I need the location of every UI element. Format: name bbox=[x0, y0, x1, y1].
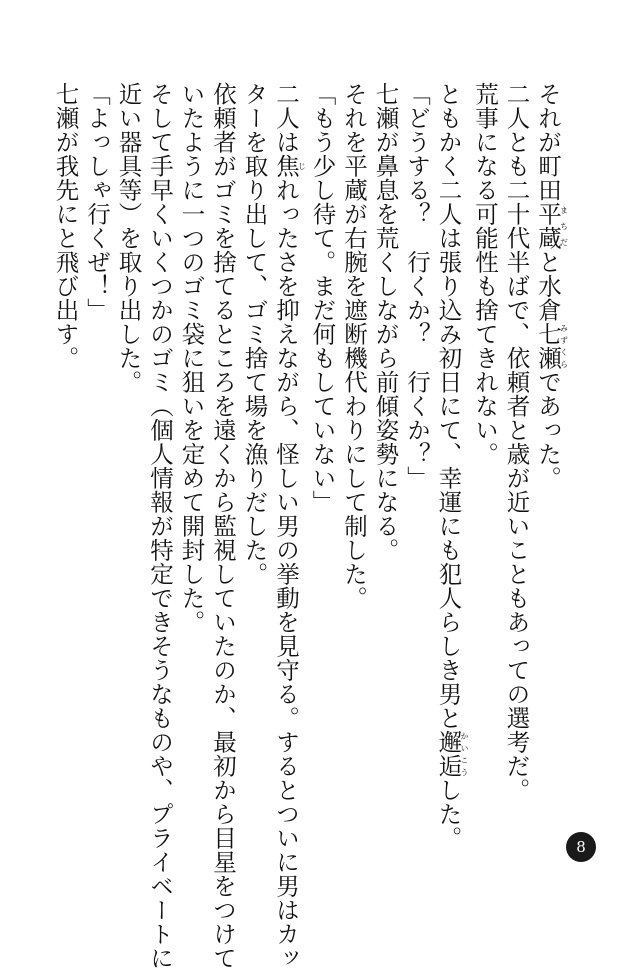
text-line-3: 荒事になる可能性も捨てきれない。 bbox=[471, 82, 499, 466]
page-number-badge: 8 bbox=[566, 832, 596, 862]
text-line-1: それが町田平蔵まちだと水倉七瀬みずくらであった。 bbox=[534, 82, 569, 490]
text-line-14: 近い器具等）を取り出した。 bbox=[114, 82, 143, 394]
body-text bbox=[51, 82, 569, 970]
text-line-8: 「もう少し待て。まだ何もしていない」 bbox=[308, 82, 337, 514]
text-line-12: いたように一つのゴミ袋に狙いを定めて開封した。 bbox=[177, 82, 206, 634]
text-line-16: 七瀬が我先にと飛び出す。 bbox=[51, 82, 80, 370]
text-line-7: それを平蔵が右腕を遮断機代わりにして制した。 bbox=[340, 82, 368, 610]
text-line-2: 二人とも二十代半ばで、依頼者と歳が近いこともあっての選考だ。 bbox=[502, 82, 531, 802]
text-line-6: 七瀬が鼻息を荒くしながら前傾姿勢になる。 bbox=[371, 82, 400, 562]
text-line-5: 「どうする？ 行くか？ 行くか？」 bbox=[403, 82, 431, 490]
text-line-10: ターを取り出して、ゴミ捨て場を漁りだした。 bbox=[240, 82, 269, 586]
text-line-9: 二人は焦じれったさを抑えながら、怪しい男の挙動を見守る。するとついに男はカッ bbox=[272, 82, 307, 970]
text-line-4: ともかく二人は張り込み初日にて、幸運にも犯人らしき男と邂逅かいこうした。 bbox=[434, 82, 469, 850]
text-line-11: 依頼者がゴミを捨てるところを遠くから監視していたのか、最初から目星をつけて bbox=[209, 82, 237, 970]
text-line-13: そして手早くいくつかのゴミ（個人情報が特定できそうなものや、プライベートに bbox=[146, 82, 174, 970]
text-line-15: 「よっしゃ行くぜ！」 bbox=[83, 82, 111, 322]
